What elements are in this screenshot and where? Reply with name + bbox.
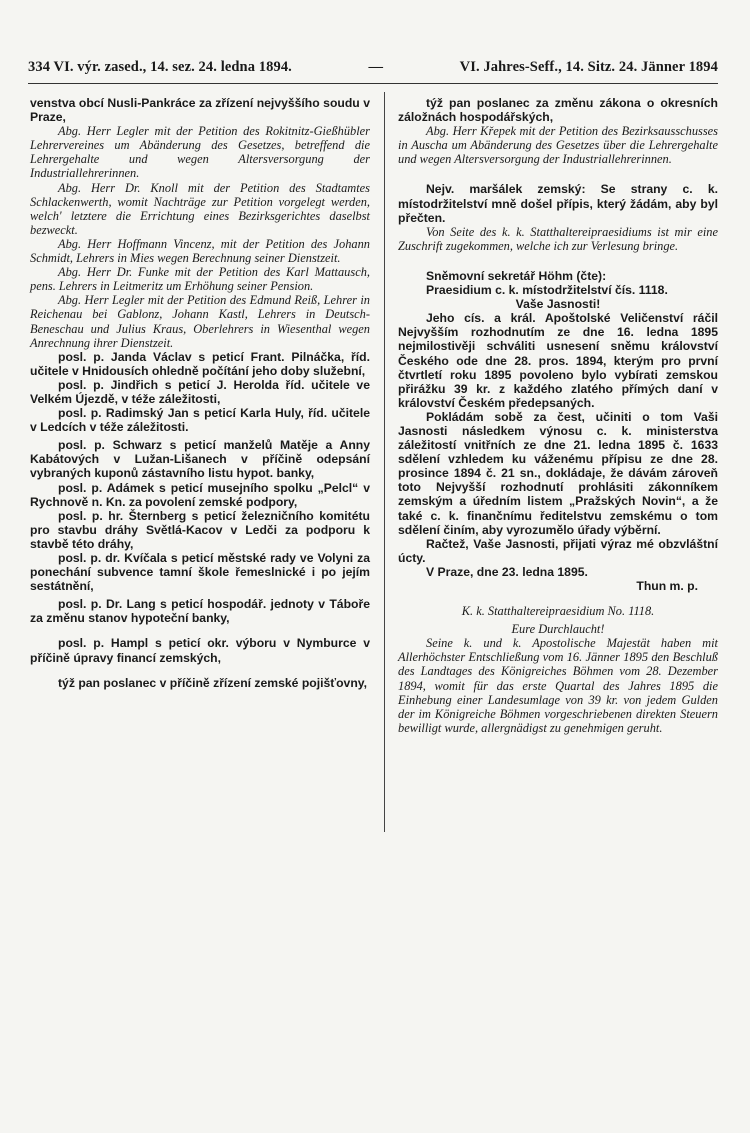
paragraph: posl. p. Jindřich s peticí J. Herolda říd. učitele ve Velkém Újezdě, v téže záležitosti, bbox=[30, 377, 370, 406]
salutation: Vaše Jasnosti! bbox=[515, 297, 601, 312]
document-heading: K. k. Statthaltereipraesidium No. 1118. bbox=[461, 604, 655, 619]
paragraph: posl. p. Hampl s peticí okr. výboru v Nymburce v příčině úpravy financí zemských, bbox=[30, 636, 370, 665]
paragraph: venstva obcí Nusli-Pankráce za zřízení nejvyššího soudu v Praze, bbox=[30, 96, 370, 125]
header-left: 334 VI. výr. zased., 14. sez. 24. ledna 1894. bbox=[28, 58, 292, 75]
left-column bbox=[30, 96, 370, 690]
paragraph: Abg. Herr Legler mit der Petition des Edmund Reiß, Lehrer in Reichenau bei Gablonz, Johann Kastl, Lehrers in Deutsch-Beneschau und Julius Kraus, Oberlehrers in Wiesenthal wegen Anrechnung ihrer Dienstzeit. bbox=[30, 293, 370, 350]
paragraph: Von Seite des k. k. Statthaltereipraesidiums ist mir eine Zuschrift zugekommen, welche ich zur Verlesung bringe. bbox=[398, 224, 718, 253]
paragraph: Praesidium c. k. místodržitelství čís. 1118. bbox=[426, 283, 668, 298]
right-column bbox=[398, 96, 718, 735]
column-divider bbox=[384, 92, 385, 832]
paragraph: Abg. Herr Hoffmann Vincenz, mit der Petition des Johann Schmidt, Lehrers in Mies wegen Berechnung seiner Dienstzeit. bbox=[30, 236, 370, 266]
paragraph: týž pan poslanec za změnu zákona o okresních záložnách hospodářských, bbox=[398, 96, 718, 125]
paragraph: Sněmovní sekretář Höhm (čte): bbox=[426, 268, 607, 283]
paragraph: Seine k. und k. Apostolische Majestät haben mit Allerhöchster Entschließung vom 16. Jänner 1895 den Beschluß des Landtages des Königreiches Böhmen vom 28. Dezember 1894, womit für das erste Quartal des Jahres 1895 die Einhebung einer Landesumlage von 39 kr. von jedem Gulden der im Königreiche Böhmen vorgeschriebenen direkten Steuern bewilligt wurde, allergnädigst zu genehmigen geruht. bbox=[398, 636, 718, 735]
paragraph: posl. p. hr. Šternberg s peticí železničního komitétu pro stavbu dráhy Světlá-Kacov v Ledči za podporu k stavbě této dráhy, bbox=[30, 508, 370, 551]
paragraph: Abg. Herr Dr. Knoll mit der Petition des Stadtamtes Schlackenwerth, womit Nachträge zur Petition vorgelegt werden, welch' letztere die Errichtung eines Bezirksgerichtes daselbst bezweckt. bbox=[30, 180, 370, 237]
header-rule bbox=[28, 83, 718, 84]
signature: Thun m. p. bbox=[636, 579, 698, 593]
paragraph: posl. p. Schwarz s peticí manželů Matěje a Anny Kabátových v Lužan-Lišanech v příčině odepsání vybraných kuponů zástavního listu hypot. banky, bbox=[30, 438, 370, 481]
header-right: VI. Jahres-Seff., 14. Sitz. 24. Jänner 1894 bbox=[459, 58, 718, 75]
paragraph: Račtež, Vaše Jasnosti, přijati výraz mé obzvláštní úcty. bbox=[398, 536, 718, 565]
paragraph: Abg. Herr Křepek mit der Petition des Bezirksausschusses in Auscha um Abänderung des Gesetzes über die Lehrergehalte und wegen Altersversorgung der Industriallehrerinnen. bbox=[398, 124, 718, 167]
paragraph: posl. p. Janda Václav s peticí Frant. Pilnáčka, říd. učitele v Hnidousích ohledně počítání jeho doby služební, bbox=[30, 349, 370, 378]
page-header bbox=[28, 52, 718, 82]
header-separator: — bbox=[368, 58, 384, 75]
paragraph: Pokládám sobě za čest, učiniti o tom Vaši Jasnosti následkem výnosu c. k. ministerstva záležitostí vnitřních ze dne 21. ledna 1895 č. 1633 sdělení vzhledem ku váženému přípisu ze dne 28. prosince 1894 č. 21 sn., dokládaje, že dávám zároveň toto Nejvyšší rozhodnutí prohlásiti zákonníkem zemským a úředním listem „Pražských Novin“, a že také c. k. finančnímu ředitelstvu zemskému o tom sdělení činím, aby vyrozumělo úřady výběrní. bbox=[398, 409, 718, 537]
salutation: Eure Durchlaucht! bbox=[511, 622, 605, 637]
paragraph: Abg. Herr Dr. Funke mit der Petition des Karl Mattausch, pens. Lehrers in Leitmeritz um Erhöhung seiner Pension. bbox=[30, 265, 370, 294]
paragraph: týž pan poslanec v příčině zřízení zemské pojišťovny, bbox=[58, 675, 368, 690]
paragraph: Nejv. maršálek zemský: Se strany c. k. místodržitelství mně došel přípis, který žádám, aby byl přečten. bbox=[398, 182, 718, 225]
paragraph: Jeho cís. a král. Apoštolské Veličenství ráčil Nejvyšším rozhodnutím ze dne 16. ledna 1895 nejmilostivěji schváliti usnesení sněmu království Českého ode dne 28. pros. 1894, kterým pro první čtvrtletí roku 1895 povoleno bylo vybírati zemskou přirážku 39 kr. z každého zlatého přímých daní v království Českém předepsaných. bbox=[398, 311, 718, 410]
date-line: V Praze, dne 23. ledna 1895. bbox=[426, 564, 588, 579]
paragraph: posl. p. Dr. Lang s peticí hospodář. jednoty v Táboře za změnu stanov hypoteční banky, bbox=[30, 597, 370, 626]
paragraph: posl. p. dr. Kvíčala s peticí městské rady ve Volyni za ponechání subvence tamní škole řemeslnické i po jejím sestátnění, bbox=[30, 551, 370, 594]
paragraph: Abg. Herr Legler mit der Petition des Rokitnitz-Gießhübler Lehrervereines um Abänderung des Gesetzes, betreffend die Lehrergehalte und wegen Altersversorgung der Industriallehrerinnen. bbox=[30, 124, 370, 181]
paragraph: posl. p. Radimský Jan s peticí Karla Huly, říd. učitele v Ledcích v téže záležitosti. bbox=[30, 406, 370, 435]
paragraph: posl. p. Adámek s peticí musejního spolku „Pelcl“ v Rychnově n. Kn. za povolení zemské podpory, bbox=[30, 480, 370, 509]
